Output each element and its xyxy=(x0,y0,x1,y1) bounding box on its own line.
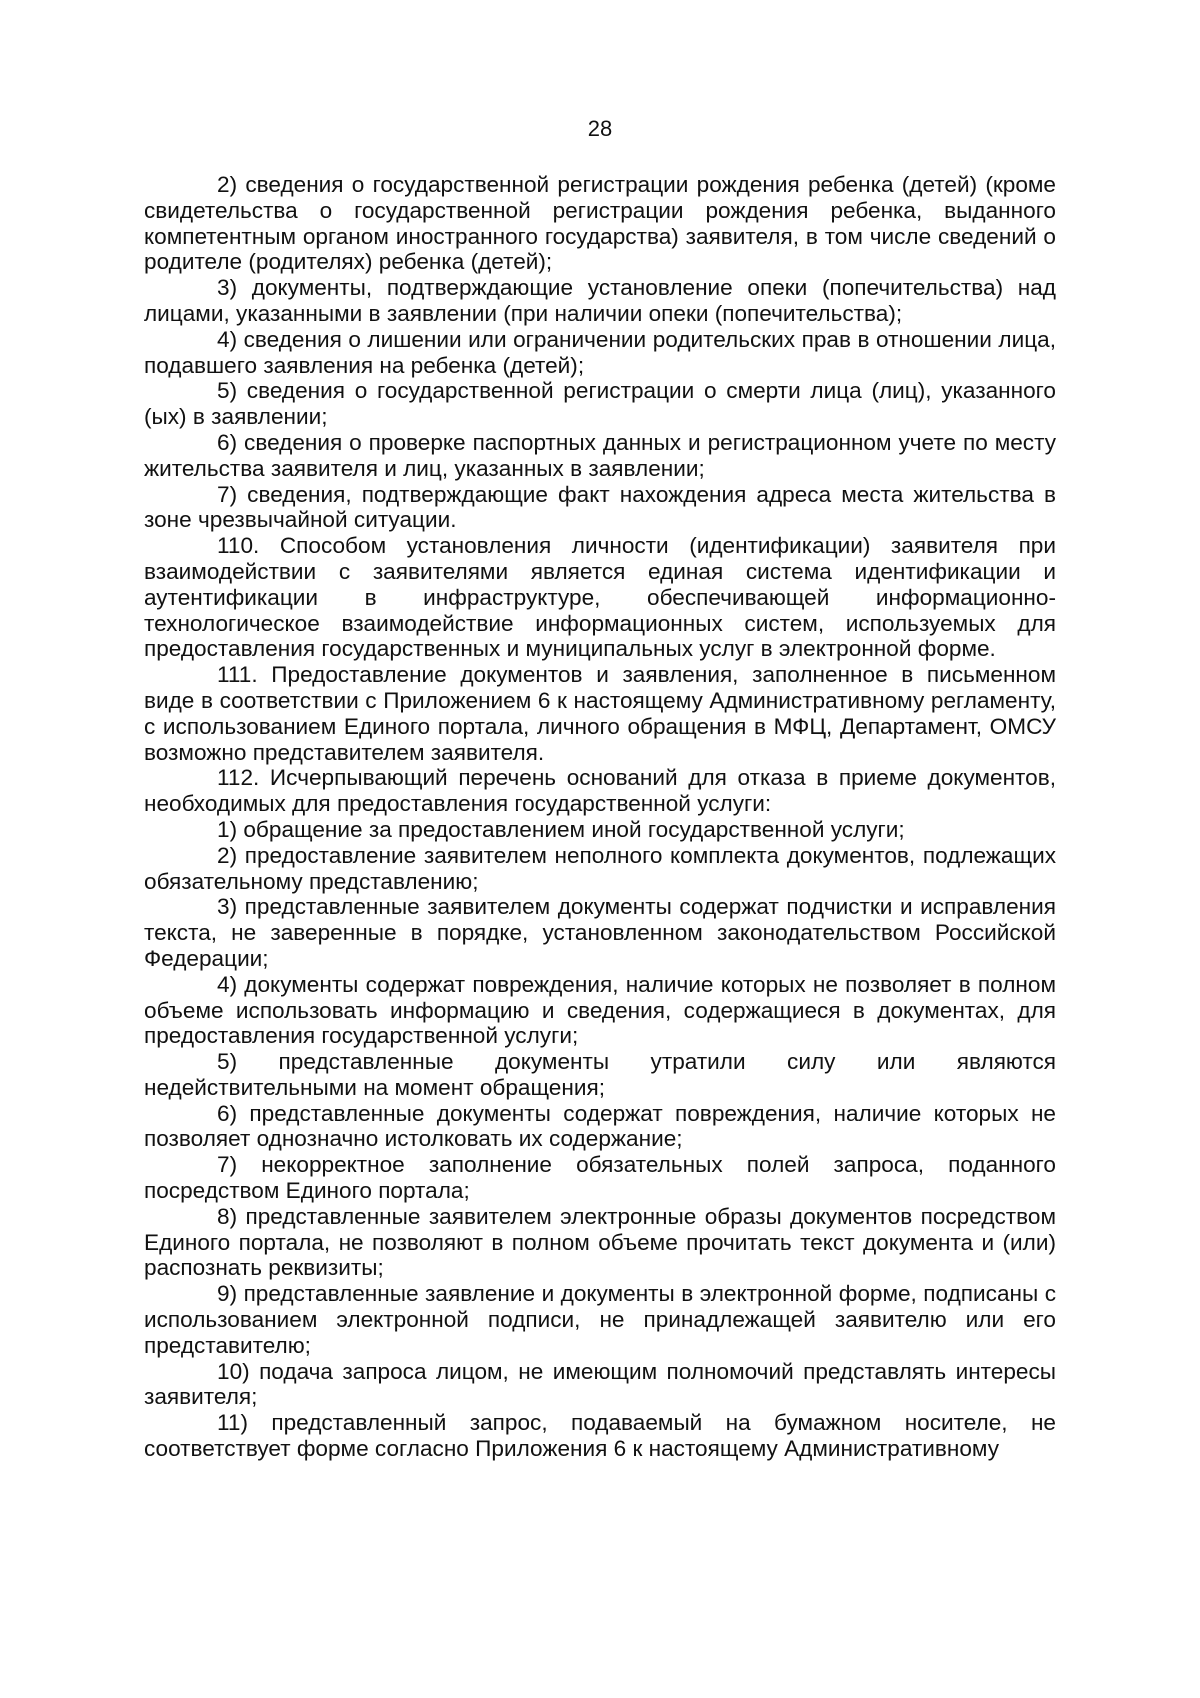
page-number: 28 xyxy=(587,116,613,141)
refusal-item-11: 11) представленный запрос, подаваемый на бумажном носителе, не соответствует форме согласно Приложения 6 к настоящему Административному xyxy=(144,1410,1056,1462)
document-body xyxy=(144,172,1056,1462)
list-item-2: 2) сведения о государственной регистрации рождения ребенка (детей) (кроме свидетельства о государственной регистрации рождения ребенка, выданного компетентным органом иностранного государства) заявителя, в том числе сведений о родителе (родителях) ребенка (детей); xyxy=(144,172,1056,275)
list-item-4: 4) сведения о лишении или ограничении родительских прав в отношении лица, подавшего заявления на ребенка (детей); xyxy=(144,326,1056,378)
refusal-item-1: 1) обращение за предоставлением иной государственной услуги; xyxy=(217,816,905,842)
refusal-item-8: 8) представленные заявителем электронные образы документов посредством Единого портала, не позволяют в полном объеме прочитать текст документа и (или) распознать реквизиты; xyxy=(144,1203,1056,1281)
refusal-item-9: 9) представленные заявление и документы в электронной форме, подписаны с использованием электронной подписи, не принадлежащей заявителю или его представителю; xyxy=(144,1281,1056,1358)
refusal-item-2: 2) предоставление заявителем неполного комплекта документов, подлежащих обязательному представлению; xyxy=(144,842,1056,894)
clause-111: 111. Предоставление документов и заявления, заполненное в письменном виде в соответствии с Приложением 6 к настоящему Административному регламенту, с использованием Единого портала, личного обращения в МФЦ, Департамент, ОМСУ возможно представителем заявителя. xyxy=(144,662,1056,765)
refusal-item-3: 3) представленные заявителем документы содержат подчистки и исправления текста, не заверенные в порядке, установленном законодательством Российской Федерации; xyxy=(144,894,1056,971)
refusal-item-7: 7) некорректное заполнение обязательных полей запроса, поданного посредством Единого портала; xyxy=(144,1152,1056,1204)
refusal-item-10: 10) подача запроса лицом, не имеющим полномочий представлять интересы заявителя; xyxy=(144,1358,1056,1410)
list-item-3: 3) документы, подтверждающие установление опеки (попечительства) над лицами, указанными в заявлении (при наличии опеки (попечительства); xyxy=(144,275,1056,326)
refusal-item-5: 5) представленные документы утратили силу или являются недействительными на момент обращения; xyxy=(144,1049,1056,1100)
refusal-item-6: 6) представленные документы содержат повреждения, наличие которых не позволяет однозначно истолковать их содержание; xyxy=(144,1100,1056,1152)
refusal-item-4: 4) документы содержат повреждения, наличие которых не позволяет в полном объеме использовать информацию и сведения, содержащиеся в документах, для предоставления государственной услуги; xyxy=(144,971,1056,1049)
clause-112: 112. Исчерпывающий перечень оснований для отказа в приеме документов, необходимых для предоставления государственной услуги: xyxy=(144,765,1056,817)
list-item-5: 5) сведения о государственной регистрации о смерти лица (лиц), указанного (ых) в заявлении; xyxy=(144,378,1056,430)
list-item-6: 6) сведения о проверке паспортных данных и регистрационном учете по месту жительства заявителя и лиц, указанных в заявлении; xyxy=(144,429,1056,481)
clause-110: 110. Способом установления личности (идентификации) заявителя при взаимодействии с заявителями является единая система идентификации и аутентификации в инфраструктуре, обеспечивающей информационно-технологическое взаимодействие информационных систем, используемых для предоставления государственных и муниципальных услуг в электронной форме. xyxy=(144,533,1056,662)
list-item-7: 7) сведения, подтверждающие факт нахождения адреса места жительства в зоне чрезвычайной ситуации. xyxy=(144,481,1056,533)
